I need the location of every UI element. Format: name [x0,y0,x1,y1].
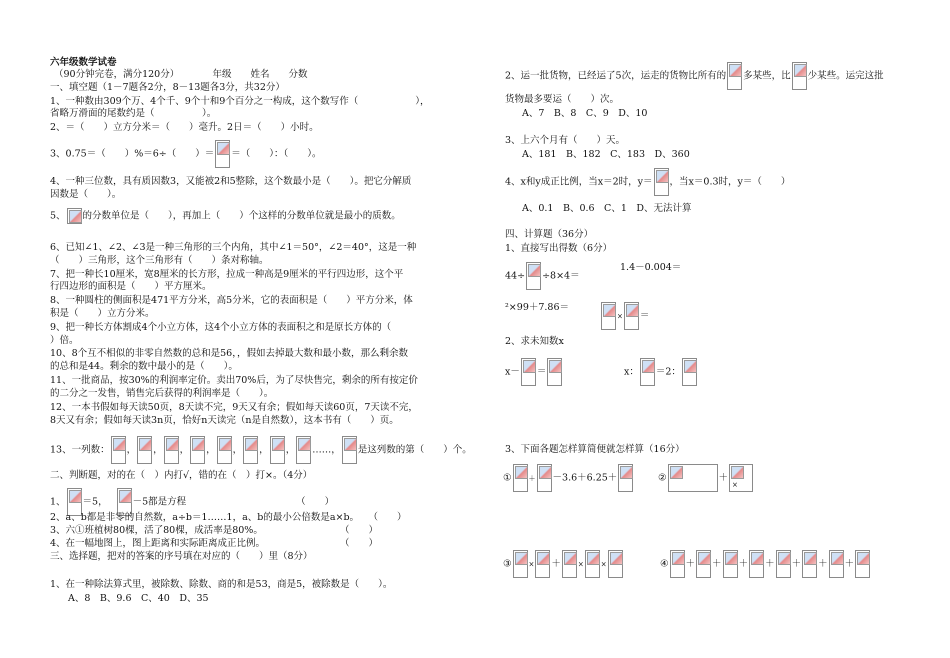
times-sign: × [732,481,738,489]
question-6-line-1: 6、已知∠1、∠2、∠3是一种三角形的三个内角，其中∠1＝50°，∠2＝40°，这是一种 [50,242,417,253]
plus-sign: ＋ [818,558,828,570]
calc-1a-text-b: ÷8×4＝ [542,270,580,282]
question-9-line-1: 9、把一种长方体割成4个小立方体，这4个小立方体的表面积之和是原长方体的（ [50,322,392,333]
fraction-image [654,168,669,196]
fraction-image [342,436,357,464]
simplify-3-index: ③ [503,558,512,570]
question-4-line-2: 因数是（ ）。 [50,189,122,200]
fraction-image [67,208,82,224]
question-3-text-a: 3、0.75＝（ ）%＝6÷（ ）＝ [50,148,215,160]
fraction-image [829,550,844,578]
plus-sign: ＋ [685,558,696,570]
question-7-line-1: 7、把一种长10厘米，宽8厘米的长方形，拉成一种高是9厘米的平行四边形，这个平 [50,269,404,280]
choice-3-options: A、181 B、182 C、183 D、360 [522,149,690,160]
fraction-image [535,550,550,578]
fraction-image [585,550,600,578]
question-7-line-2: 行四边形的面积是（ ）平方厘米。 [50,281,212,292]
fraction-image [855,550,870,578]
fraction-image [776,550,791,578]
fraction-image [243,436,258,464]
part-3-heading: 3、下面各题怎样算简便就怎样算（16分） [505,444,685,455]
fraction-image [526,262,541,290]
question-8-line-2: 积是（ ）立方分米。 [50,308,155,319]
part-1-heading: 1、直接写出得数（6分） [505,243,613,254]
fraction-image [749,550,764,578]
question-13-text-b: 是这列数的第（ ）个。 [357,444,472,456]
simplify-1-text: －3.6＋6.25＋ [552,472,618,484]
judge-4-answer-slot: （ ） [340,538,379,549]
section-3-heading: 三、选择题，把对的答案的序号填在对应的（ ）里（8分） [50,551,313,562]
calc-1b: 1.4－0.004＝ [620,262,682,273]
question-11-line-2: 的二分之一发售，销售完后获得的利润率是（ ）。 [50,388,274,399]
plus-sign: ＋ [712,558,722,570]
simplify-4-index: ④ [660,558,669,570]
plus-sign: ＋ [791,558,802,570]
calc-1d [600,302,649,330]
equation-b-text-b: ＝2： [655,366,681,378]
judge-1-text-a: 1、 [50,496,66,508]
fraction-image [537,464,552,492]
exam-info: （90分钟完卷，满分120分） 年级 姓名 分数 [54,69,308,80]
choice-2-options: A、7 B、8 C、9 D、10 [522,108,648,119]
judge-1-text-b: ＝5， [82,496,108,508]
question-3 [50,140,322,168]
fraction-image [296,436,311,464]
fraction-image [682,358,697,386]
judge-2: 2、a、b都是非零的自然数，a÷b＝1……1，a、b的最小公倍数是a×b。 （ ） [50,512,407,523]
choice-2-text-b: 多某些，比 [743,70,791,82]
fraction-image [190,436,205,464]
equation-a-text-a: x－ [505,366,520,378]
separator: ， [179,444,190,456]
calc-1a-text-a: 44÷ [505,270,526,282]
question-10-line-2: 的总和是44。剩余的数中最小的是（ ）。 [50,361,238,372]
fraction-image [696,550,711,578]
section-4-heading: 四、计算题（36分） [505,229,594,240]
choice-4-options: A、0.1 B、0.6 C、1 D、无法计算 [522,203,692,214]
question-3-text-b: ＝（ ）：（ ）。 [231,148,322,160]
fraction-image [137,436,152,464]
section-1-heading: 一、填空题（1－7题各2分，8－13题各3分，共32分） [50,82,285,93]
separator: ， [126,444,137,456]
judge-1-text-c: －5都是方程 [132,496,187,508]
choice-1-options: A、8 B、9.6 C、40 D、35 [68,593,209,604]
judge-4-text: 4、在一幅地图上，图上距离和实际距离成正比例。 [50,538,266,549]
choice-3: 3、上六个月有（ ）天。 [505,135,626,146]
times-sign: × [528,560,535,569]
question-5-text-a: 5、 [50,210,66,222]
choice-2-line-2: 货物最多要运（ ）次。 [505,94,620,105]
separator: ， [232,444,243,456]
judge-3-answer-slot: （ ） [340,525,379,536]
equation-a [505,358,563,386]
equation-a-text-b: ＝ [536,366,547,378]
simplify-4 [660,550,871,578]
simplify-3 [503,550,624,578]
fraction-image [608,550,623,578]
plus-sign: ＋ [528,474,536,483]
separator: ， [259,444,269,456]
plus-sign: ＋ [718,472,729,484]
question-4-line-1: 4、一种三位数，具有质因数3，又能被2和5整除，这个数最小是（ ）。把它分解质 [50,176,412,187]
simplify-2 [658,464,754,492]
fraction-image [618,464,633,492]
choice-2-text-a: 2、运一批货物，已经运了5次，运走的货物比所有的 [505,70,727,82]
choice-4 [505,168,790,196]
fraction-image [792,62,807,90]
fraction-image [513,464,528,492]
question-8-line-1: 8、一种圆柱的侧面积是471平方分米，高5分米，它的表面积是（ ）平方分米，体 [50,295,413,306]
ellipsis: ……， [312,444,341,456]
equals-sign: ＝ [639,310,650,322]
plus-sign: ＋ [551,558,561,570]
fraction-image [521,358,536,386]
question-13 [50,436,472,464]
equation-b [624,358,698,386]
fraction-image [723,550,738,578]
fraction-image [727,62,742,90]
times-sign: × [577,560,584,569]
fraction-image [601,302,616,330]
times-sign: × [600,560,607,569]
judge-3-text: 3、六①班植树80棵，活了80棵，成活率是80%。 [50,525,263,536]
equation-b-text-a: x： [624,366,639,378]
page-title: 六年级数学试卷 [50,57,117,68]
question-2: 2、＝（ ）立方分米＝（ ）毫升。2日＝（ ）小时。 [50,122,319,133]
fraction-image [547,358,562,386]
choice-2-text-c: 少某些。运完这批 [807,70,884,82]
separator: ， [153,444,163,456]
question-9-line-2: ）倍。 [50,335,79,346]
part-2-heading: 2、求未知数x [505,336,564,347]
question-1-line-1: 1、一种数由309个万、4个千、9个十和9个百分之一构成，这个数写作（ ）， [50,96,430,107]
question-5-text-b: 的分数单位是（ ），再加上（ ）个这样的分数单位就是最小的质数。 [82,210,401,222]
choice-4-text-b: ，当x＝0.3时，y＝（ ） [669,176,791,188]
fraction-image [729,464,753,492]
fraction-image [164,436,179,464]
choice-1: 1、在一种除法算式里，被除数、除数、商的和是53，商是5，被除数是（ ）。 [50,579,393,590]
choice-2-line-1 [505,62,884,90]
fraction-image [624,302,639,330]
fraction-image [670,550,685,578]
question-13-text-a: 13、一列数： [50,444,110,456]
fraction-image [640,358,655,386]
plus-sign: ＋ [738,558,749,570]
question-6-line-2: （ ）三角形，这个三角形有（ ）条对称轴。 [50,255,269,266]
judge-1-answer-slot: （ ） [296,496,335,508]
question-11-line-1: 11、一批商品，按30%的利润率定价。卖出70%后，为了尽快售完，剩余的所有按定价 [50,375,418,386]
separator: ， [206,444,216,456]
plus-sign: ＋ [765,558,775,570]
plus-sign: ＋ [844,558,855,570]
fraction-image [562,550,577,578]
separator: ， [285,444,296,456]
calc-1a [505,262,580,290]
fraction-image [802,550,817,578]
choice-4-text-a: 4、x和y成正比例，当x＝2时，y＝ [505,176,653,188]
question-12-line-1: 12、一本书假如每天读50页，8天读不完，9天又有余；假如每天读60页，7天读不完， [50,402,418,413]
simplify-1-index: ① [503,472,512,484]
fraction-image [270,436,285,464]
simplify-2-index: ② [658,472,667,484]
question-12-line-2: 8天又有余；假如每天读3n页，恰好n天读完（n是自然数），这本书有（ ）页。 [50,415,399,426]
times-sign: × [617,312,623,321]
question-5 [50,208,401,224]
question-10-line-1: 10、8个互不相似的非零自然数的总和是56，，假如去掉最大数和最小数，那么剩余数 [50,348,408,359]
calc-1c: ²×99＋7.86＝ [505,302,570,313]
fraction-image [111,436,126,464]
fraction-image [217,436,232,464]
section-2-heading: 二、判断题，对的在（ ）内打√，错的在（ ）打×。（4分） [50,470,313,481]
simplify-1 [503,464,634,492]
fraction-image [513,550,528,578]
question-1-line-2: 省略万滑面的尾数约是（ ）。 [50,108,217,119]
fraction-image [668,464,718,492]
fraction-image [215,140,230,168]
